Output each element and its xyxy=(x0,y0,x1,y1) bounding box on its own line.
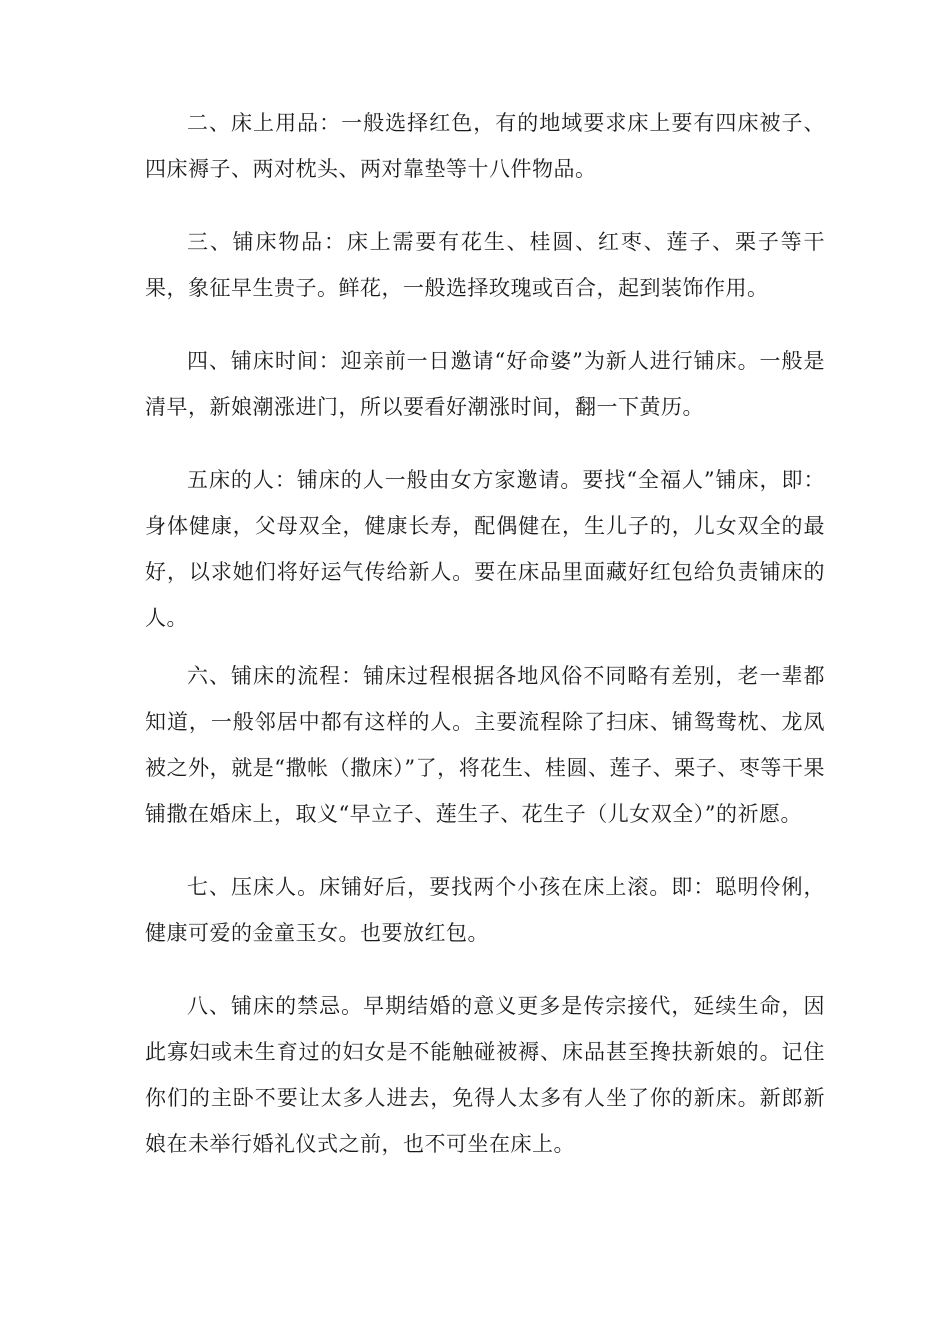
paragraph-bed-time: 四、铺床时间：迎亲前一日邀请“好命婆”为新人进行铺床。一般是清早，新娘潮涨进门，所以要看好潮涨时间，翻一下黄历。 xyxy=(145,349,825,419)
paragraph-bedding: 二、床上用品：一般选择红色，有的地域要求床上要有四床被子、四床褥子、两对枕头、两对靠垫等十八件物品。 xyxy=(145,111,825,181)
paragraph-bed-person: 五床的人：铺床的人一般由女方家邀请。要找“全福人”铺床，即：身体健康，父母双全，健康长寿，配偶健在，生儿子的，儿女双全的最好，以求她们将好运气传给新人。要在床品里面藏好红包给负责铺床的人。 xyxy=(145,468,825,630)
document-body xyxy=(145,100,825,1167)
paragraph-bed-taboos: 八、铺床的禁忌。早期结婚的意义更多是传宗接代，延续生命，因此寡妇或未生育过的妇女是不能触碰被褥、床品甚至搀扶新娘的。记住你们的主卧不要让太多人进去，免得人太多有人坐了你的新床。新郎新娘在未举行婚礼仪式之前，也不可坐在床上。 xyxy=(145,994,825,1156)
paragraph-bed-process: 六、铺床的流程：铺床过程根据各地风俗不同略有差别，老一辈都知道，一般邻居中都有这样的人。主要流程除了扫床、铺鸳鸯枕、龙凤被之外，就是“撒帐（撒床）”了，将花生、桂圆、莲子、栗子、枣等干果铺撒在婚床上，取义“早立子、莲生子、花生子（儿女双全）”的祈愿。 xyxy=(145,664,825,826)
paragraph-bed-pressing: 七、压床人。床铺好后，要找两个小孩在床上滚。即：聪明伶俐，健康可爱的金童玉女。也要放红包。 xyxy=(145,875,825,945)
paragraph-bed-items: 三、铺床物品：床上需要有花生、桂圆、红枣、莲子、栗子等干果，象征早生贵子。鲜花，一般选择玫瑰或百合，起到装饰作用。 xyxy=(145,230,825,300)
